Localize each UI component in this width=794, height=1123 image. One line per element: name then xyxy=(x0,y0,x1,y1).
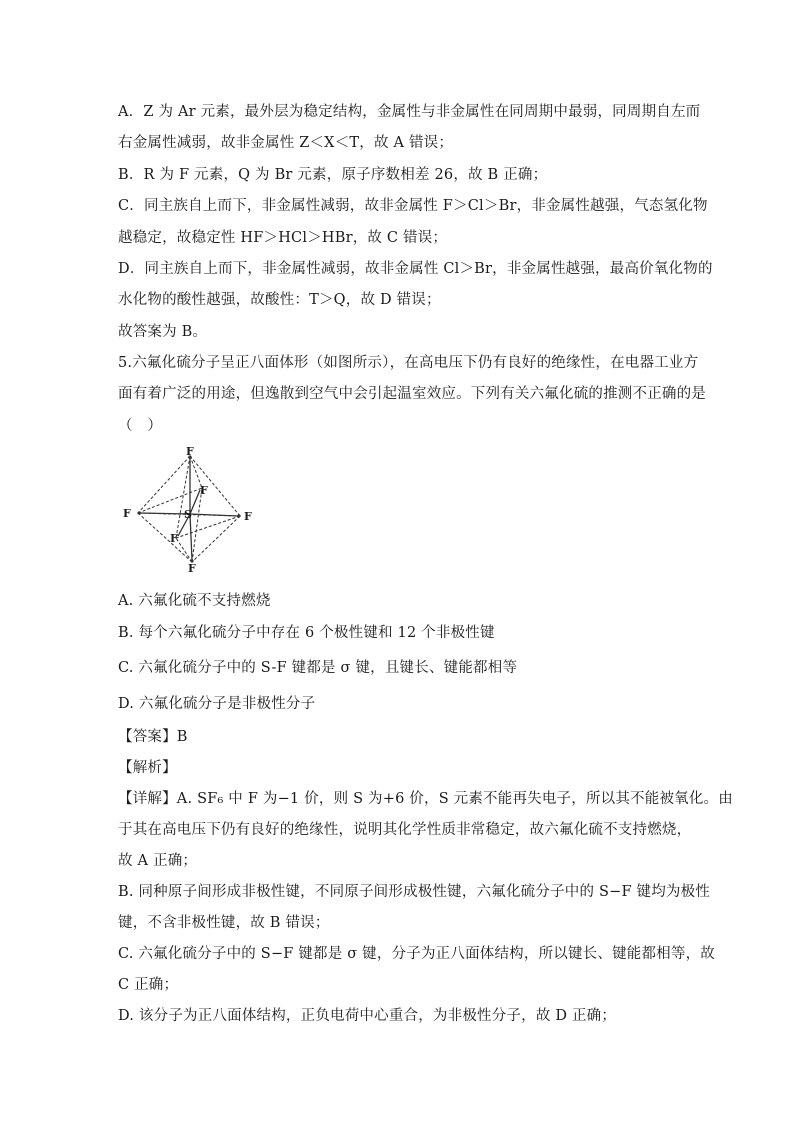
bond-left xyxy=(140,513,190,514)
option-B: B. 每个六氟化硫分子中存在 6 个极性键和 12 个非极性键 xyxy=(118,625,495,641)
answer-label: 【答案】B xyxy=(118,729,188,745)
explanation-A-line1: A．Z 为 Ar 元素，最外层为稳定结构，金属性与非金属性在同周期中最弱，同周期自左而 xyxy=(118,104,701,120)
analysis-heading: 【解析】 xyxy=(118,760,177,776)
detail-line2: 于其在高电压下仍有良好的绝缘性，说明其化学性质非常稳定，故六氟化硫不支持燃烧， xyxy=(118,822,692,838)
detail-line5: 键，不含非极性键，故 B 错误； xyxy=(118,915,330,931)
explanation-B-line: B．R 为 F 元素，Q 为 Br 元素，原子序数相差 26，故 B 正确； xyxy=(118,167,548,183)
sf6-octahedron-figure xyxy=(120,446,260,574)
question5-stem-line2: 面有着广泛的用途，但逸散到空气中会引起温室效应。下列有关六氟化硫的推测不正确的是 xyxy=(118,386,706,402)
label-f-right: F xyxy=(244,510,252,523)
option-C: C. 六氟化硫分子中的 S-F 键都是 σ 键，且键长、键能都相等 xyxy=(118,660,518,676)
explanation-C-line2: 越稳定，故稳定性 HF＞HCl＞HBr，故 C 错误； xyxy=(118,230,448,246)
label-s-center: S xyxy=(184,508,192,521)
atom-f-left xyxy=(137,511,140,514)
option-A: A. 六氟化硫不支持燃烧 xyxy=(118,593,271,609)
edge-bottom-back xyxy=(192,488,202,562)
explanation-C-line1: C．同主族自上而下，非金属性减弱，故非金属性 F＞Cl＞Br，非金属性越强，气态氢化物 xyxy=(118,198,708,214)
explanation-D-line2: 水化物的酸性越强，故酸性：T＞Q，故 D 错误； xyxy=(118,292,441,308)
question5-stem-line1: 5.六氟化硫分子呈正八面体形（如图所示），在高电压下仍有良好的绝缘性，在电器工业方 xyxy=(118,355,699,371)
detail-line7: C 正确； xyxy=(118,977,179,993)
explanation-D-line1: D．同主族自上而下，非金属性减弱，故非金属性 Cl＞Br，非金属性越强，最高价氧化物的 xyxy=(118,261,713,277)
edge-top-right xyxy=(190,456,240,516)
detail-line1: 【详解】A. SF₆ 中 F 为−1 价，则 S 为+6 价，S 元素不能再失电子，所以其不能被氧化。由 xyxy=(118,791,733,807)
option-D: D. 六氟化硫分子是非极性分子 xyxy=(118,696,316,712)
explanation-conclusion: 故答案为 B。 xyxy=(118,324,208,340)
label-f-back: F xyxy=(200,484,208,497)
detail-line8: D. 该分子为正八面体结构，正负电荷中心重合，为非极性分子，故 D 正确； xyxy=(118,1008,617,1024)
edge-top-left xyxy=(138,456,190,513)
detail-line4: B. 同种原子间形成非极性键，不同原子间形成极性键，六氟化硫分子中的 S−F 键均为极性 xyxy=(118,884,711,900)
detail-line6: C. 六氟化硫分子中的 S−F 键都是 σ 键，分子为正八面体结构，所以键长、键能都相等，故 xyxy=(118,946,715,962)
label-f-top: F xyxy=(186,446,194,458)
edge-bottom-right xyxy=(192,516,240,562)
detail-line3: 故 A 正确； xyxy=(118,853,198,869)
label-f-bottom: F xyxy=(188,562,196,574)
label-f-left: F xyxy=(123,507,131,520)
question5-stem-line3: （ ） xyxy=(118,418,163,434)
label-f-front: F xyxy=(170,532,178,545)
explanation-A-line2: 右金属性减弱，故非金属性 Z＜X＜T，故 A 错误； xyxy=(118,135,454,151)
edge-bottom-front xyxy=(176,538,192,562)
atom-f-right xyxy=(237,514,240,517)
